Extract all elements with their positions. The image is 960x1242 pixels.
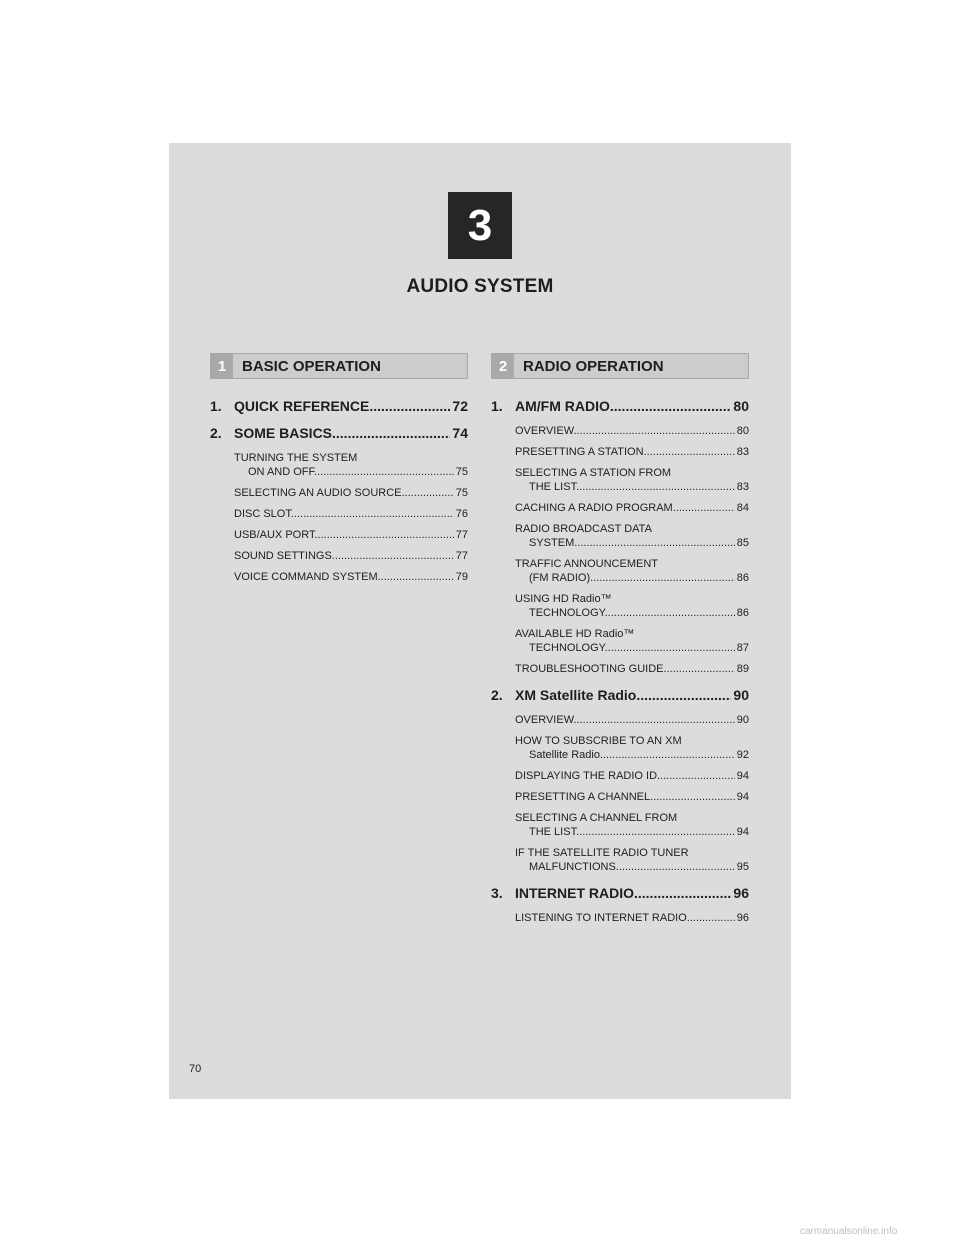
toc-subentry-line bbox=[515, 501, 749, 515]
toc-subentry-page: 79 bbox=[455, 571, 468, 583]
toc-subentry[interactable] bbox=[515, 466, 749, 494]
toc-entry-page: 96 bbox=[733, 885, 749, 901]
section-column-basic-operation bbox=[210, 353, 468, 594]
toc-subentry[interactable] bbox=[515, 445, 749, 459]
toc-entry-number: 1. bbox=[491, 398, 503, 414]
toc-subentry-title: LISTENING TO INTERNET RADIO ..... bbox=[515, 911, 735, 925]
page-number: 70 bbox=[189, 1063, 202, 1075]
toc-subentry-line bbox=[515, 748, 749, 762]
toc-subentry-line bbox=[234, 465, 468, 479]
toc-subentry-page: 94 bbox=[736, 791, 749, 803]
toc-subentry-page: 96 bbox=[736, 912, 749, 924]
toc-subentry-line bbox=[515, 571, 749, 585]
section-header bbox=[491, 353, 749, 379]
toc-subentry-line bbox=[515, 825, 749, 839]
toc-subentry-first-line: TRAFFIC ANNOUNCEMENT bbox=[515, 558, 658, 570]
toc-subentry[interactable] bbox=[234, 549, 468, 563]
toc-subentry-title: DISC SLOT ..... bbox=[234, 507, 454, 521]
toc-entry-title: XM Satellite Radio ..... bbox=[515, 686, 731, 704]
toc-subentry-line bbox=[515, 606, 749, 620]
toc-subentry[interactable] bbox=[515, 911, 749, 925]
toc-subentry-title: CACHING A RADIO PROGRAM ..... bbox=[515, 501, 735, 515]
toc-subentry[interactable] bbox=[515, 627, 749, 655]
toc-subentry-page: 75 bbox=[455, 466, 468, 478]
toc-subentry-title: OVERVIEW ..... bbox=[515, 424, 735, 438]
section-column-radio-operation bbox=[491, 353, 749, 935]
toc-subentry-title: SOUND SETTINGS ..... bbox=[234, 549, 454, 563]
toc-subentry-list bbox=[491, 713, 749, 874]
toc-subentry[interactable] bbox=[515, 424, 749, 438]
toc-subentry-line bbox=[515, 790, 749, 804]
toc-subentry-page: 76 bbox=[455, 508, 468, 520]
toc-entry-page: 74 bbox=[452, 425, 468, 441]
toc-subentry-first-line: SELECTING A CHANNEL FROM bbox=[515, 812, 678, 824]
toc-subentry-line bbox=[515, 641, 749, 655]
toc-subentry-line bbox=[515, 662, 749, 676]
toc-subentry-line bbox=[234, 570, 468, 584]
toc-subentry-first-line: TURNING THE SYSTEM bbox=[234, 452, 358, 464]
toc-subentry-page: 95 bbox=[736, 861, 749, 873]
toc-subentry-page: 89 bbox=[736, 663, 749, 675]
toc-subentry-line bbox=[234, 549, 468, 563]
toc-subentry-list bbox=[491, 911, 749, 925]
toc-subentry-title: TROUBLESHOOTING GUIDE ..... bbox=[515, 662, 735, 676]
toc-subentry-page: 84 bbox=[736, 502, 749, 514]
toc-subentry-page: 77 bbox=[455, 529, 468, 541]
toc-entry-page: 90 bbox=[733, 687, 749, 703]
toc-entry-number: 2. bbox=[491, 687, 503, 703]
toc-subentry-title: TECHNOLOGY ..... bbox=[529, 606, 735, 620]
toc-subentry[interactable] bbox=[515, 790, 749, 804]
toc-subentry-page: 94 bbox=[736, 826, 749, 838]
toc-subentry-first-line: USING HD Radio™ bbox=[515, 593, 612, 605]
toc-subentry-title: VOICE COMMAND SYSTEM ..... bbox=[234, 570, 454, 584]
toc-subentry[interactable] bbox=[515, 811, 749, 839]
section-number: 2 bbox=[492, 354, 514, 378]
toc-subentry-page: 86 bbox=[736, 607, 749, 619]
toc-subentry-page: 94 bbox=[736, 770, 749, 782]
toc-subentry[interactable] bbox=[515, 769, 749, 783]
toc-subentry-page: 90 bbox=[736, 714, 749, 726]
toc-subentry-title: PRESETTING A STATION ..... bbox=[515, 445, 735, 459]
chapter-number-box: 3 bbox=[448, 192, 512, 259]
toc-subentry-title: SYSTEM ..... bbox=[529, 536, 735, 550]
toc-subentry-first-line: AVAILABLE HD Radio™ bbox=[515, 628, 635, 640]
toc-subentry[interactable] bbox=[234, 507, 468, 521]
toc-subentry-title: OVERVIEW ..... bbox=[515, 713, 735, 727]
toc-subentry-page: 83 bbox=[736, 446, 749, 458]
toc-entry[interactable] bbox=[491, 397, 749, 415]
toc-subentry[interactable] bbox=[515, 662, 749, 676]
toc-subentry-title: ON AND OFF ..... bbox=[248, 465, 454, 479]
toc-entry[interactable] bbox=[210, 424, 468, 442]
toc-subentry[interactable] bbox=[234, 451, 468, 479]
toc-subentry-line bbox=[515, 713, 749, 727]
section-header bbox=[210, 353, 468, 379]
toc-entry[interactable] bbox=[210, 397, 468, 415]
toc-subentry-title: (FM RADIO) ..... bbox=[529, 571, 735, 585]
toc-subentry[interactable] bbox=[234, 486, 468, 500]
toc-subentry[interactable] bbox=[234, 528, 468, 542]
toc-subentry-page: 80 bbox=[736, 425, 749, 437]
toc-subentry-page: 77 bbox=[455, 550, 468, 562]
toc-subentry[interactable] bbox=[515, 522, 749, 550]
toc-entry-number: 2. bbox=[210, 425, 222, 441]
toc-entry-page: 80 bbox=[733, 398, 749, 414]
toc-entry[interactable] bbox=[491, 686, 749, 704]
toc-entry-title: SOME BASICS ..... bbox=[234, 424, 450, 442]
section-title: RADIO OPERATION bbox=[523, 357, 664, 375]
toc-subentry-line bbox=[515, 911, 749, 925]
toc-subentry-title: USB/AUX PORT ..... bbox=[234, 528, 454, 542]
toc-entry[interactable] bbox=[491, 884, 749, 902]
toc-entry-title: INTERNET RADIO ..... bbox=[515, 884, 731, 902]
section-number: 1 bbox=[211, 354, 233, 378]
section-title: BASIC OPERATION bbox=[242, 357, 381, 375]
toc-subentry[interactable] bbox=[515, 557, 749, 585]
toc-subentry[interactable] bbox=[515, 846, 749, 874]
toc-subentry-page: 92 bbox=[736, 749, 749, 761]
toc-subentry[interactable] bbox=[234, 570, 468, 584]
toc-entry-number: 1. bbox=[210, 398, 222, 414]
toc-subentry-list bbox=[491, 424, 749, 676]
toc-entry-title: QUICK REFERENCE ..... bbox=[234, 397, 450, 415]
toc-subentry-page: 85 bbox=[736, 537, 749, 549]
toc-entry-page: 72 bbox=[452, 398, 468, 414]
toc-subentry-first-line: RADIO BROADCAST DATA bbox=[515, 523, 652, 535]
toc-subentry-title: PRESETTING A CHANNEL ..... bbox=[515, 790, 735, 804]
toc-subentry-first-line: HOW TO SUBSCRIBE TO AN XM bbox=[515, 735, 682, 747]
toc-subentry-line bbox=[515, 536, 749, 550]
toc-subentry-first-line: SELECTING A STATION FROM bbox=[515, 467, 672, 479]
toc-subentry-title: THE LIST ..... bbox=[529, 480, 735, 494]
toc-subentry[interactable] bbox=[515, 592, 749, 620]
toc-subentry-line bbox=[515, 769, 749, 783]
toc-subentry-title: MALFUNCTIONS ..... bbox=[529, 860, 735, 874]
toc-subentry-title: Satellite Radio ..... bbox=[529, 748, 735, 762]
toc-subentry-page: 87 bbox=[736, 642, 749, 654]
toc-subentry-line bbox=[234, 486, 468, 500]
toc-subentry-list bbox=[210, 451, 468, 584]
toc-subentry-line bbox=[234, 507, 468, 521]
toc-subentry-title: TECHNOLOGY ..... bbox=[529, 641, 735, 655]
toc-subentry-title: THE LIST ..... bbox=[529, 825, 735, 839]
toc-subentry-title: SELECTING AN AUDIO SOURCE ..... bbox=[234, 486, 454, 500]
toc-subentry-line bbox=[234, 528, 468, 542]
toc-subentry-line bbox=[515, 424, 749, 438]
chapter-title: AUDIO SYSTEM bbox=[406, 276, 554, 297]
toc-subentry[interactable] bbox=[515, 713, 749, 727]
toc-subentry-page: 86 bbox=[736, 572, 749, 584]
toc-subentry-title: DISPLAYING THE RADIO ID ..... bbox=[515, 769, 735, 783]
toc-subentry-page: 83 bbox=[736, 481, 749, 493]
toc-subentry-line bbox=[515, 860, 749, 874]
toc-subentry[interactable] bbox=[515, 501, 749, 515]
toc-subentry-first-line: IF THE SATELLITE RADIO TUNER bbox=[515, 847, 689, 859]
watermark: carmanualsonline.info bbox=[800, 1226, 898, 1237]
toc-entry-number: 3. bbox=[491, 885, 503, 901]
toc-subentry[interactable] bbox=[515, 734, 749, 762]
toc-subentry-page: 75 bbox=[455, 487, 468, 499]
toc-subentry-line bbox=[515, 480, 749, 494]
toc-entry-title: AM/FM RADIO ..... bbox=[515, 397, 731, 415]
toc-subentry-line bbox=[515, 445, 749, 459]
